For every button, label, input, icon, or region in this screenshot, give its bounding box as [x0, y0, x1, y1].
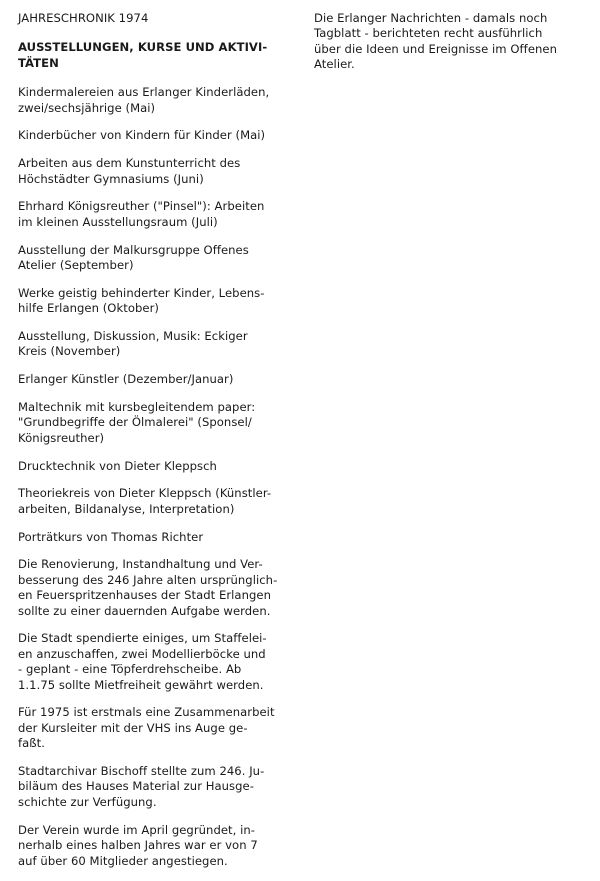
text-line: Werke geistig behinderter Kinder, Lebens-	[18, 285, 265, 300]
entry-paragraph	[18, 631, 303, 693]
text-line: biläum des Hauses Material zur Hausge-	[18, 779, 254, 794]
entry-paragraph	[18, 486, 303, 517]
entry-paragraph	[18, 286, 303, 317]
entry-paragraph	[18, 199, 303, 230]
entry-paragraph	[18, 400, 303, 446]
text-line: Für 1975 ist erstmals eine Zusammenarbeit	[18, 705, 275, 720]
entry-paragraph	[18, 372, 303, 387]
text-line: Porträtkurs von Thomas Richter	[18, 529, 204, 544]
text-line: Atelier.	[314, 57, 355, 72]
text-line: Tagblatt - berichteten recht ausführlich	[314, 26, 543, 41]
text-line: Höchstädter Gymnasiums (Juni)	[18, 171, 204, 186]
text-line: zwei/sechsjährige (Mai)	[18, 100, 156, 115]
text-line: Stadtarchivar Bischoff stellte zum 246. Ju-	[18, 764, 265, 779]
text-line: Kindermalereien aus Erlanger Kinderläden,	[18, 85, 270, 100]
entry-paragraph	[18, 823, 303, 869]
text-line: Kreis (November)	[18, 344, 121, 359]
text-line: Die Erlanger Nachrichten - damals noch	[314, 11, 548, 25]
text-line: arbeiten, Bildanalyse, Interpretation)	[18, 501, 235, 516]
text-line: Arbeiten aus dem Kunstunterricht des	[18, 156, 241, 171]
text-line: en anzuschaffen, zwei Modellierböcke und	[18, 646, 266, 661]
text-line: der Kursleiter mit der VHS ins Auge ge-	[18, 720, 248, 735]
text-line: Theoriekreis von Dieter Kleppsch (Künstler-	[18, 486, 272, 501]
text-line: im kleinen Ausstellungsraum (Juli)	[18, 214, 218, 229]
entry-paragraph	[18, 85, 303, 116]
text-line: Drucktechnik von Dieter Kleppsch	[18, 458, 217, 473]
text-line: Kinderbücher von Kindern für Kinder (Mai)	[18, 128, 266, 143]
entry-paragraph	[18, 557, 303, 619]
text-line: Erlanger Künstler (Dezember/Januar)	[18, 372, 234, 387]
chronicle-title	[18, 11, 303, 26]
section-heading	[18, 40, 303, 71]
text-line: en Feuerspritzenhauses der Stadt Erlangen	[18, 588, 271, 603]
text-line: auf über 60 Mitglieder angestiegen.	[18, 853, 228, 868]
entry-paragraph	[18, 764, 303, 810]
text-line: schichte zur Verfügung.	[18, 794, 157, 809]
text-line: Maltechnik mit kursbegleitendem paper:	[18, 400, 256, 415]
title-line: JAHRESCHRONIK 1974	[18, 11, 149, 25]
left-column	[18, 11, 303, 881]
text-line: - geplant - eine Töpferdrehscheibe. Ab	[18, 662, 242, 677]
text-line: Die Stadt spendierte einiges, um Staffelei-	[18, 631, 267, 646]
text-line: faßt.	[18, 736, 45, 751]
text-line: "Grundbegriffe der Ölmalerei" (Sponsel/	[18, 415, 252, 430]
heading-line: AUSSTELLUNGEN, KURSE UND AKTIVI-	[18, 40, 268, 55]
entry-paragraph	[18, 156, 303, 187]
text-line: Königsreuther)	[18, 430, 105, 445]
text-line: Der Verein wurde im April gegründet, in-	[18, 822, 256, 837]
heading-line: TÄTEN	[18, 55, 59, 70]
text-line: besserung des 246 Jahre alten ursprünglich-	[18, 572, 278, 587]
entry-paragraph	[18, 705, 303, 751]
entry-paragraph	[18, 128, 303, 143]
entry-paragraph	[314, 11, 584, 73]
text-line: über die Ideen und Ereignisse im Offenen	[314, 41, 557, 56]
entry-paragraph	[18, 530, 303, 545]
right-column	[314, 11, 584, 85]
entry-paragraph	[18, 329, 303, 360]
text-line: Die Renovierung, Instandhaltung und Ver-	[18, 557, 263, 572]
text-line: Ausstellung der Malkursgruppe Offenes	[18, 242, 249, 257]
text-line: Atelier (September)	[18, 258, 134, 273]
text-line: 1.1.75 sollte Mietfreiheit gewährt werden.	[18, 677, 264, 692]
text-line: Ehrhard Königsreuther ("Pinsel"): Arbeiten	[18, 199, 265, 214]
text-line: nerhalb eines halben Jahres war er von 7	[18, 838, 258, 853]
text-line: sollte zu einer dauernden Aufgabe werden.	[18, 603, 271, 618]
entry-paragraph	[18, 243, 303, 274]
text-line: hilfe Erlangen (Oktober)	[18, 301, 159, 316]
text-line: Ausstellung, Diskussion, Musik: Eckiger	[18, 329, 248, 344]
entry-paragraph	[18, 459, 303, 474]
